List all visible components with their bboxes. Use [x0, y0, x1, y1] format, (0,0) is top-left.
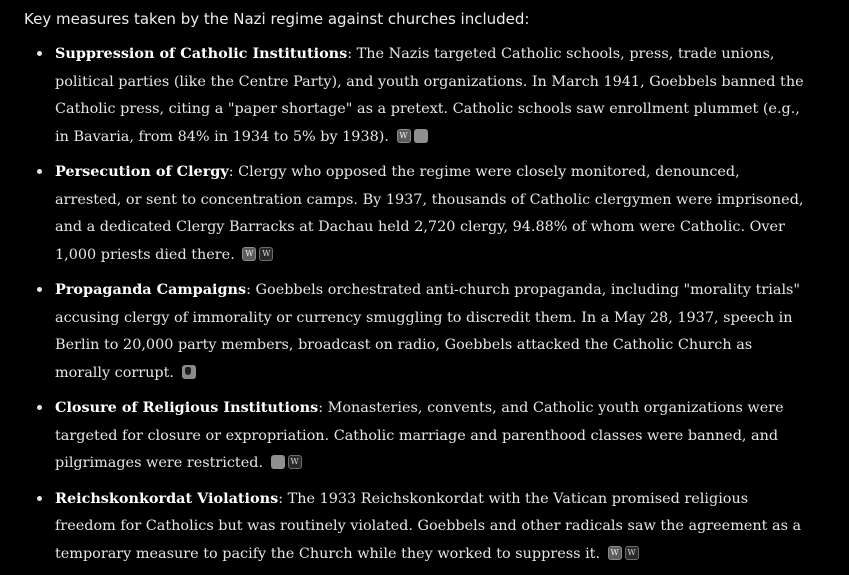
- list-item-persecution: [0, 158, 849, 269]
- list-item-closure: [0, 394, 849, 478]
- measure-text: : Goebbels orchestrated anti-church propaganda, including "morality trials" accusing clergy of immorality or currency smuggling to discredit them. In a May 28, 1937, speech in Berlin to 20,000 party members, broadcast on radio, Goebbels attacked the Catholic Church as morally corrupt.: [55, 282, 801, 381]
- wikipedia-dark-icon[interactable]: [288, 455, 302, 469]
- measure-text: : The 1933 Reichskonkordat with the Vatican promised religious freedom for Catholics but was routinely violated. Goebbels and other radicals saw the agreement as a temporary measure to pacify the Church while they worked to suppress it.: [55, 490, 802, 562]
- list-item-suppression: [0, 40, 849, 151]
- measure-term: Closure of Religious Institutions: [55, 399, 319, 416]
- measure-term: Persecution of Clergy: [55, 163, 229, 180]
- shield-icon[interactable]: [182, 365, 196, 379]
- intro-text: Key measures taken by the Nazi regime against churches included:: [24, 10, 530, 28]
- wikipedia-dark-icon[interactable]: [259, 247, 273, 261]
- source-icon[interactable]: [271, 455, 285, 469]
- list-item-reichskonkordat: [0, 485, 849, 569]
- wikipedia-icon[interactable]: [242, 247, 256, 261]
- measure-term: Propaganda Campaigns: [55, 281, 247, 298]
- measure-text: : Monasteries, convents, and Catholic youth organizations were targeted for closure or expropriation. Catholic marriage and parenthood classes were banned, and pilgrimages were restricted.: [55, 400, 784, 471]
- measure-text: : The Nazis targeted Catholic schools, press, trade unions, political parties (like the Centre Party), and youth organizations. In March 1941, Goebbels banned the Catholic press, citing a "paper shortage" as a pretext. Catholic schools saw enrollment plummet (e.g., in Bavaria, from 84% in 1934 to 5% by 1938).: [55, 46, 804, 145]
- measure-term: Suppression of Catholic Institutions: [55, 45, 348, 62]
- measure-term: Reichskonkordat Violations: [55, 489, 279, 507]
- list-item-propaganda: [0, 276, 849, 387]
- measures-list: [0, 40, 849, 575]
- wikipedia-dark-icon[interactable]: [625, 546, 639, 560]
- measure-text: : Clergy who opposed the regime were closely monitored, denounced, arrested, or sent to concentration camps. By 1937, thousands of Catholic clergymen were imprisoned, and a dedicated Clergy Barracks at Dachau held 2,720 clergy, 94.88% of whom were Catholic. Over 1,000 priests died there.: [55, 164, 804, 263]
- wikipedia-icon[interactable]: [608, 546, 622, 560]
- source-icon[interactable]: [414, 129, 428, 143]
- wikipedia-icon[interactable]: [397, 129, 411, 143]
